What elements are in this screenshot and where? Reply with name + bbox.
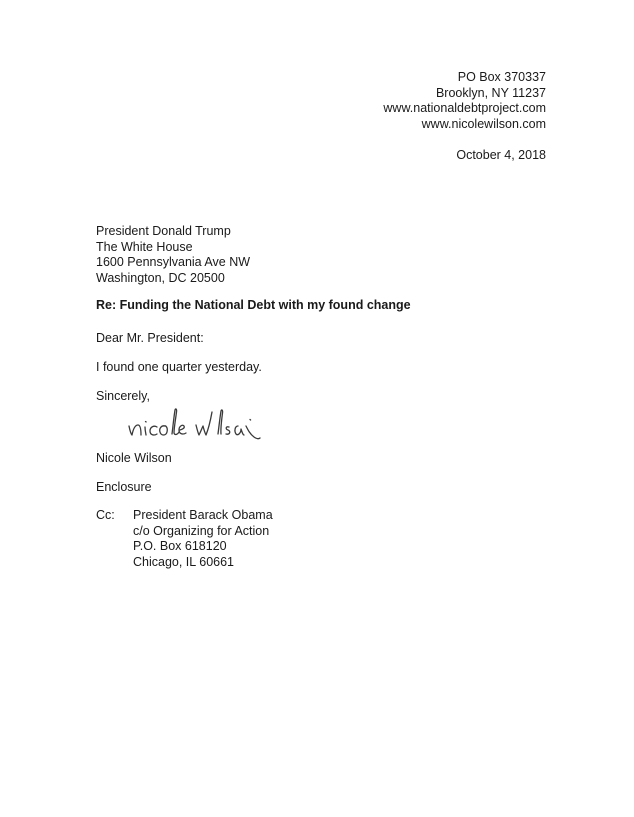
cc-name: President Barack Obama [133, 508, 273, 522]
cc-line-1: c/o Organizing for Action [133, 523, 270, 538]
cc-line-2: P.O. Box 618120 [133, 539, 227, 553]
cc-line-3: Chicago, IL 60661 [133, 554, 235, 569]
sender-address-block [383, 70, 546, 132]
handwritten-signature [126, 404, 262, 444]
recipient-line-2: 1600 Pennsylvania Ave NW [96, 255, 251, 269]
signature-text: nicole wilson [126, 404, 132, 405]
cc-address-block [133, 508, 273, 570]
letter-body: I found one quarter yesterday. [96, 360, 262, 374]
subject-line: Re: Funding the National Debt with my found change [96, 298, 411, 312]
signer-name: Nicole Wilson [96, 451, 172, 465]
recipient-line-3: Washington, DC 20500 [96, 270, 225, 285]
letter-date: October 4, 2018 [456, 148, 546, 162]
sender-website-1: www.nationaldebtproject.com [383, 101, 546, 115]
sender-website-2: www.nicolewilson.com [421, 116, 546, 131]
closing: Sincerely, [96, 389, 150, 403]
cc-label: Cc: [96, 508, 115, 522]
salutation: Dear Mr. President: [96, 331, 204, 345]
enclosure-note: Enclosure [96, 480, 152, 494]
sender-city-state: Brooklyn, NY 11237 [435, 85, 546, 100]
recipient-line-1: The White House [96, 239, 193, 254]
recipient-name: President Donald Trump [96, 224, 231, 238]
sender-po-box: PO Box 370337 [457, 70, 546, 84]
recipient-address-block [96, 224, 250, 286]
